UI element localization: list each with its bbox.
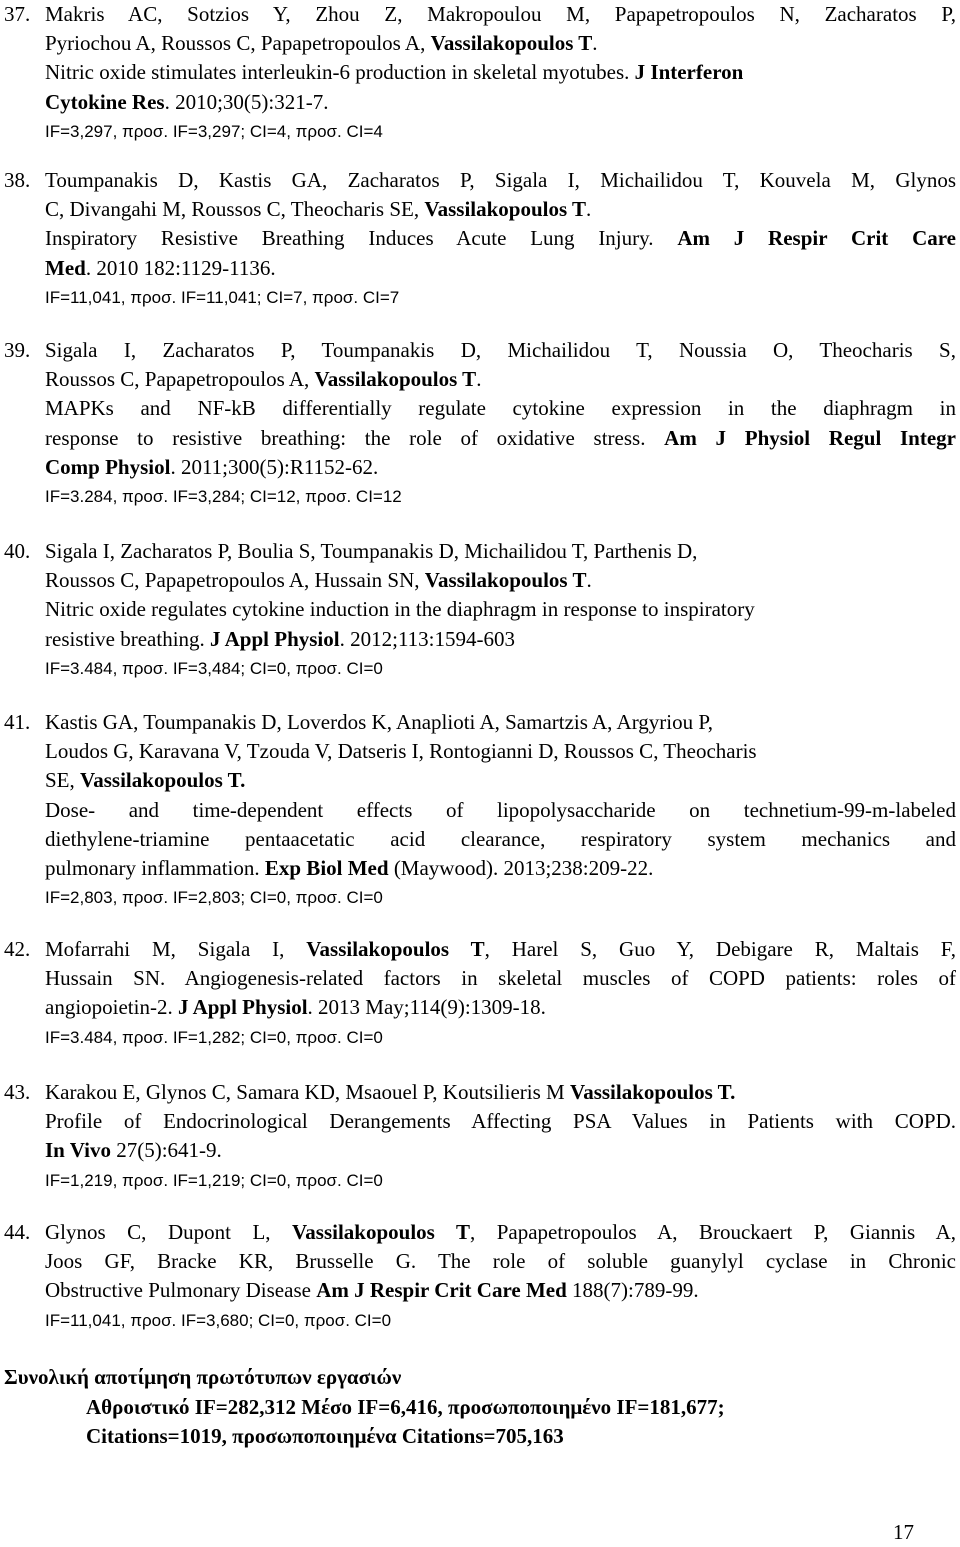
text-segment: diethylene-triamine pentaacetatic acid clearance, respiratory system mechanics and <box>45 826 956 851</box>
reference-line <box>45 453 956 482</box>
text-segment: SE, <box>45 768 81 793</box>
text-segment: . <box>592 31 598 56</box>
bold-segment: Vassilakopoulos T <box>424 197 587 222</box>
reference-number: 37. <box>4 2 31 26</box>
page-number: 17 <box>893 1520 914 1544</box>
text-segment: Inspiratory Resistive Breathing Induces Acute Lung Injury. <box>45 226 678 251</box>
reference-line <box>45 336 956 365</box>
text-segment: C, Divangahi M, Roussos C, Theocharis SE, <box>45 197 425 222</box>
bold-segment: Am J Respir Crit Care Med <box>316 1278 567 1303</box>
bold-segment: Vassilakopoulos T <box>430 31 593 56</box>
summary-citations-line: Citations=1019, προσωποποιημένα Citations=705,163 <box>86 1424 564 1448</box>
bold-segment: Cytokine Res <box>45 89 165 114</box>
text-segment: Kastis GA, Toumpanakis D, Loverdos K, Anaplioti A, Samartzis A, Argyriou P, <box>45 710 713 734</box>
reference-number: 39. <box>4 338 31 362</box>
text-segment: Glynos C, Dupont L, <box>45 1220 293 1244</box>
text-segment: MAPKs and NF-kB differentially regulate cytokine expression in the diaphragm in <box>45 396 956 421</box>
reference-number: 44. <box>4 1220 31 1244</box>
reference-line <box>45 166 956 195</box>
reference-body <box>45 708 956 912</box>
bold-segment: Vassilakopoulos T. <box>80 768 246 793</box>
bold-segment: Vassilakopoulos T <box>314 367 477 392</box>
impact-factor-line: IF=3.484, προσ. IF=1,282; CI=0, προσ. CI=0 <box>45 1027 383 1047</box>
reference-item <box>0 166 960 312</box>
reference-line <box>45 58 956 87</box>
text-segment: resistive breathing. <box>45 626 211 651</box>
reference-item <box>0 1218 960 1335</box>
text-segment: Karakou E, Glynos C, Samara KD, Msaouel P, Koutsilieris M <box>45 1080 570 1104</box>
text-segment: Toumpanakis D, Kastis GA, Zacharatos P, Sigala I, Michailidou T, Kouvela M, Glynos <box>45 168 956 192</box>
bold-segment: J Appl Physiol <box>177 995 308 1020</box>
reference-line <box>45 1218 956 1247</box>
bold-segment: J Appl Physiol <box>210 626 340 651</box>
bold-segment: J Interferon <box>634 60 744 85</box>
impact-factor-line: IF=3.484, προσ. IF=3,484; CI=0, προσ. CI=0 <box>45 658 383 678</box>
text-segment: angiopoietin-2. <box>45 995 178 1020</box>
reference-item <box>0 1078 960 1195</box>
text-segment: Sigala I, Zacharatos P, Toumpanakis D, Michailidou T, Noussia O, Theocharis S, <box>45 338 956 362</box>
reference-line <box>45 1107 956 1136</box>
text-segment: (Maywood). 2013;238:209-22. <box>388 855 654 880</box>
text-segment: 188(7):789-99. <box>566 1278 699 1303</box>
text-segment: Loudos G, Karavana V, Tzouda V, Datseris I, Rontogianni D, Roussos C, Theocharis <box>45 739 757 764</box>
text-segment: Obstructive Pulmonary Disease <box>45 1278 317 1303</box>
reference-body <box>45 166 956 312</box>
reference-number: 42. <box>4 937 31 961</box>
impact-factor-line: IF=3.284, προσ. IF=3,284; CI=12, προσ. CI=12 <box>45 486 402 506</box>
reference-item <box>0 0 960 146</box>
reference-body <box>45 1078 956 1195</box>
reference-line <box>45 537 956 566</box>
reference-number: 40. <box>4 539 31 563</box>
reference-line <box>45 993 956 1022</box>
bold-segment: Vassilakopoulos T <box>292 1220 470 1244</box>
text-segment: Makris AC, Sotzios Y, Zhou Z, Makropoulou M, Papapetropoulos N, Zacharatos P, <box>45 2 956 26</box>
bold-segment: Am J Physiol Regul Integr <box>664 425 956 450</box>
text-segment: Profile of Endocrinological Derangements Affecting PSA Values in Patients with COPD. <box>45 1109 956 1134</box>
text-segment: , Harel S, Guo Y, Debigare R, Maltais F, <box>484 937 956 961</box>
text-segment: . 2010;30(5):321-7. <box>164 89 329 114</box>
reference-number: 38. <box>4 168 31 192</box>
text-segment: Joos GF, Bracke KR, Brusselle G. The role of soluble guanylyl cyclase in Chronic <box>45 1249 956 1274</box>
reference-body <box>45 1218 956 1335</box>
text-segment: Mofarrahi M, Sigala I, <box>45 937 307 961</box>
text-segment: . 2010 182:1129-1136. <box>85 255 276 280</box>
reference-line <box>45 195 956 224</box>
reference-line <box>45 964 956 993</box>
text-segment: , Papapetropoulos A, Brouckaert P, Giannis A, <box>469 1220 956 1244</box>
text-segment: Dose- and time-dependent effects of lipopolysaccharide on technetium-99-m-labeled <box>45 797 956 822</box>
impact-factor-line: IF=1,219, προσ. IF=1,219; CI=0, προσ. CI=0 <box>45 1170 383 1190</box>
text-segment: . <box>476 367 482 392</box>
text-segment: Sigala I, Zacharatos P, Boulia S, Toumpanakis D, Michailidou T, Parthenis D, <box>45 539 698 563</box>
reference-line <box>45 854 956 883</box>
reference-body <box>45 336 956 511</box>
reference-item <box>0 708 960 912</box>
text-segment: 27(5):641-9. <box>110 1138 222 1163</box>
impact-factor-line: IF=3,297, προσ. IF=3,297; CI=4, προσ. CI=4 <box>45 121 383 141</box>
reference-line <box>45 1136 956 1165</box>
reference-line <box>45 1247 956 1276</box>
text-segment: Nitric oxide regulates cytokine induction in the diaphragm in response to inspiratory <box>45 597 755 622</box>
bold-segment: Exp Biol Med <box>264 855 389 880</box>
reference-line <box>45 595 956 624</box>
bold-segment: Vassilakopoulos T. <box>569 1080 736 1104</box>
reference-line <box>45 737 956 766</box>
impact-factor-line: IF=11,041, προσ. IF=11,041; CI=7, προσ. CI=7 <box>45 287 400 307</box>
text-segment: response to resistive breathing: the role of oxidative stress. <box>45 425 665 450</box>
reference-number: 41. <box>4 710 31 734</box>
reference-line <box>45 566 956 595</box>
reference-item <box>0 336 960 511</box>
reference-line <box>45 394 956 423</box>
reference-line <box>45 365 956 394</box>
reference-line <box>45 935 956 964</box>
reference-item <box>0 935 960 1052</box>
text-segment: Pyriochou A, Roussos C, Papapetropoulos A, <box>45 31 431 56</box>
bold-segment: In Vivo <box>45 1138 111 1163</box>
impact-factor-line: IF=11,041, προσ. IF=3,680; CI=0, προσ. CI=0 <box>45 1310 392 1330</box>
reference-body <box>45 537 956 683</box>
bold-segment: Vassilakopoulos T <box>424 568 587 593</box>
reference-line <box>45 825 956 854</box>
text-segment: . 2011;300(5):R1152-62. <box>170 454 379 479</box>
reference-line <box>45 766 956 795</box>
reference-line <box>45 1276 956 1305</box>
reference-line <box>45 224 956 253</box>
text-segment: Hussain SN. Angiogenesis-related factors in skeletal muscles of COPD patients: roles of <box>45 966 956 991</box>
reference-line <box>45 254 956 283</box>
text-segment: Roussos C, Papapetropoulos A, Hussain SN, <box>45 568 425 593</box>
reference-line <box>45 424 956 453</box>
reference-line <box>45 1078 956 1107</box>
text-segment: . 2013 May;114(9):1309-18. <box>307 995 546 1020</box>
reference-item <box>0 537 960 683</box>
reference-line <box>45 0 956 29</box>
summary-totals-line: Αθροιστικό IF=282,312 Μέσο IF=6,416, προσωποποιημένο IF=181,677; <box>86 1395 725 1419</box>
reference-line <box>45 29 956 58</box>
reference-line <box>45 796 956 825</box>
reference-line <box>45 88 956 117</box>
bold-segment: Med <box>45 255 86 280</box>
reference-body <box>45 935 956 1052</box>
text-segment: Nitric oxide stimulates interleukin-6 production in skeletal myotubes. <box>45 60 635 85</box>
bold-segment: Am J Respir Crit Care <box>677 226 956 251</box>
text-segment: pulmonary inflammation. <box>45 855 265 880</box>
text-segment: . <box>586 197 592 222</box>
text-segment: . 2012;113:1594-603 <box>339 626 515 651</box>
reference-number: 43. <box>4 1080 31 1104</box>
reference-line <box>45 625 956 654</box>
impact-factor-line: IF=2,803, προσ. IF=2,803; CI=0, προσ. CI=0 <box>45 888 383 908</box>
bold-segment: Vassilakopoulos T <box>306 937 485 961</box>
text-segment: . <box>586 568 592 593</box>
summary-heading: Συνολική αποτίμηση πρωτότυπων εργασιών <box>4 1365 402 1389</box>
reference-line <box>45 708 956 737</box>
text-segment: Roussos C, Papapetropoulos A, <box>45 367 315 392</box>
reference-body <box>45 0 956 146</box>
bold-segment: Comp Physiol <box>45 454 171 479</box>
